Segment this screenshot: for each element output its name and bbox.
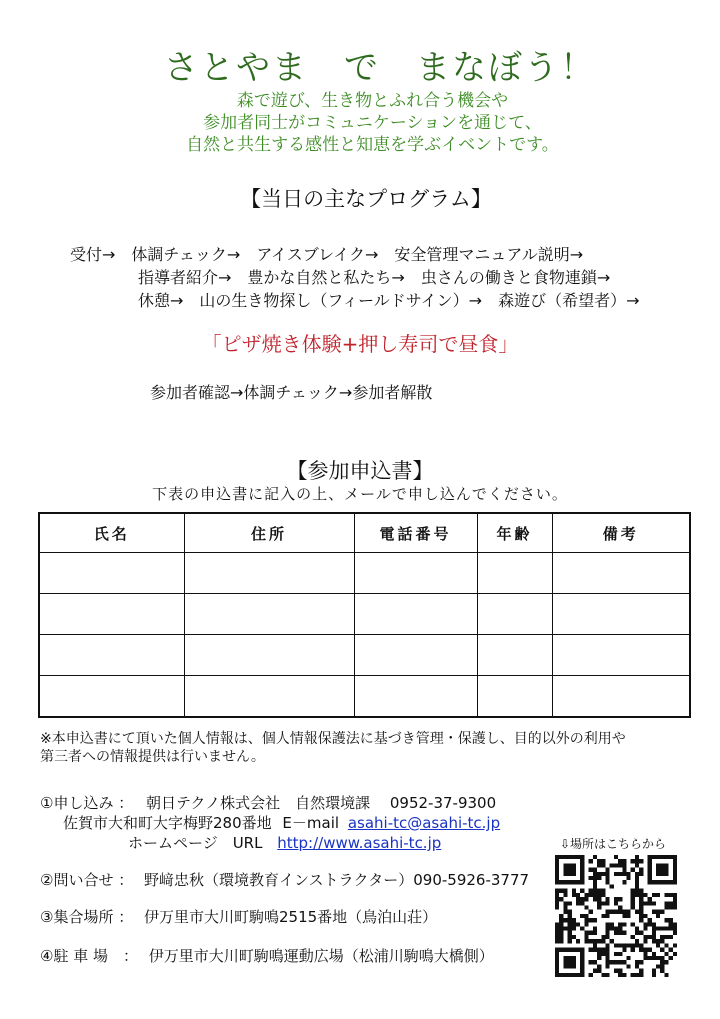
- age-cell[interactable]: [477, 635, 552, 676]
- table-header-row: [39, 513, 690, 553]
- inquiry-contact: 野﨑忠秋（環境教育インストラクター）090-5926-3777: [144, 871, 530, 889]
- parking-place: 伊万里市大川町駒鳴運動広場（松浦川駒鳴大橋側）: [148, 947, 494, 965]
- homepage-link[interactable]: http://www.asahi-tc.jp: [277, 834, 442, 852]
- column-header-name: 氏名: [39, 513, 184, 553]
- notes-cell[interactable]: [552, 594, 690, 635]
- homepage-line: [128, 832, 441, 853]
- notes-cell[interactable]: [552, 635, 690, 676]
- name-cell[interactable]: [39, 676, 184, 718]
- table-row: [39, 635, 690, 676]
- phone-cell[interactable]: [354, 553, 477, 594]
- inquiry-line: [40, 869, 529, 890]
- email-label: E－mail: [282, 814, 340, 832]
- apply-organization: 朝日テクノ株式会社 自然環境課 0952-37-9300: [146, 794, 497, 812]
- event-title: さとやま で まなぼう！: [164, 48, 596, 88]
- address-line: [63, 812, 500, 833]
- intro-line: 参加者同士がコミュニケーションを通じて、: [203, 113, 542, 133]
- table-row: [39, 553, 690, 594]
- apply-label: ①申し込み ：: [40, 794, 134, 812]
- form-instructions: 下表の申込書に記入の上、メールで申し込んでください。: [152, 485, 568, 503]
- phone-cell[interactable]: [354, 676, 477, 718]
- intro-text: [0, 90, 720, 156]
- notes-cell[interactable]: [552, 676, 690, 718]
- age-cell[interactable]: [477, 594, 552, 635]
- postal-address: 佐賀市大和町大字梅野280番地: [63, 814, 272, 832]
- column-header-age: 年齢: [477, 513, 552, 553]
- program-heading: 【当日の主なプログラム】: [240, 187, 492, 211]
- address-cell[interactable]: [184, 594, 354, 635]
- parking-line: [40, 945, 494, 966]
- qr-code-icon[interactable]: [555, 855, 677, 977]
- privacy-note-line: 第三者への情報提供は行いません。: [40, 749, 265, 765]
- meeting-line: [40, 906, 437, 927]
- column-header-phone: 電話番号: [354, 513, 477, 553]
- form-heading: 【参加申込書】: [286, 459, 434, 483]
- name-cell[interactable]: [39, 553, 184, 594]
- inquiry-label: ②問い合せ ：: [40, 871, 134, 889]
- age-cell[interactable]: [477, 676, 552, 718]
- privacy-note: [40, 730, 626, 766]
- column-header-notes: 備考: [552, 513, 690, 553]
- age-cell[interactable]: [477, 553, 552, 594]
- parking-label: ④駐 車 場 ：: [40, 947, 138, 965]
- privacy-note-line: ※本申込書にて頂いた個人情報は、個人情報保護法に基づき管理・保護し、目的以外の利用や: [40, 731, 626, 747]
- address-cell[interactable]: [184, 553, 354, 594]
- table-row: [39, 676, 690, 718]
- homepage-label: ホームページ URL: [128, 834, 263, 852]
- phone-cell[interactable]: [354, 594, 477, 635]
- address-cell[interactable]: [184, 635, 354, 676]
- intro-line: 森で遊び、生き物とふれ合う機会や: [236, 91, 509, 111]
- lunch-highlight: 「ピザ焼き体験+押し寿司で昼食」: [201, 332, 519, 356]
- intro-line: 自然と共生する感性と知恵を学ぶイベントです。: [186, 135, 559, 155]
- program-closing: 参加者確認→体調チェック→参加者解散: [150, 383, 433, 402]
- program-line: 受付→ 体調チェック→ アイスブレイク→ 安全管理マニュアル説明→: [70, 245, 584, 264]
- application-table: [38, 512, 691, 718]
- apply-line: [40, 792, 496, 813]
- program-line: 休憩→ 山の生き物探し（フィールドサイン）→ 森遊び（希望者）→: [138, 291, 640, 310]
- table-row: [39, 594, 690, 635]
- qr-caption: ⇩場所はこちらから: [560, 837, 667, 851]
- name-cell[interactable]: [39, 635, 184, 676]
- name-cell[interactable]: [39, 594, 184, 635]
- meeting-place: 伊万里市大川町駒鳴2515番地（鳥泊山荘）: [144, 908, 438, 926]
- program-line: 指導者紹介→ 豊かな自然と私たち→ 虫さんの働きと食物連鎖→: [138, 268, 611, 287]
- phone-cell[interactable]: [354, 635, 477, 676]
- meeting-label: ③集合場所 ：: [40, 908, 134, 926]
- notes-cell[interactable]: [552, 553, 690, 594]
- email-link[interactable]: asahi-tc@asahi-tc.jp: [347, 814, 501, 832]
- address-cell[interactable]: [184, 676, 354, 718]
- column-header-address: 住所: [184, 513, 354, 553]
